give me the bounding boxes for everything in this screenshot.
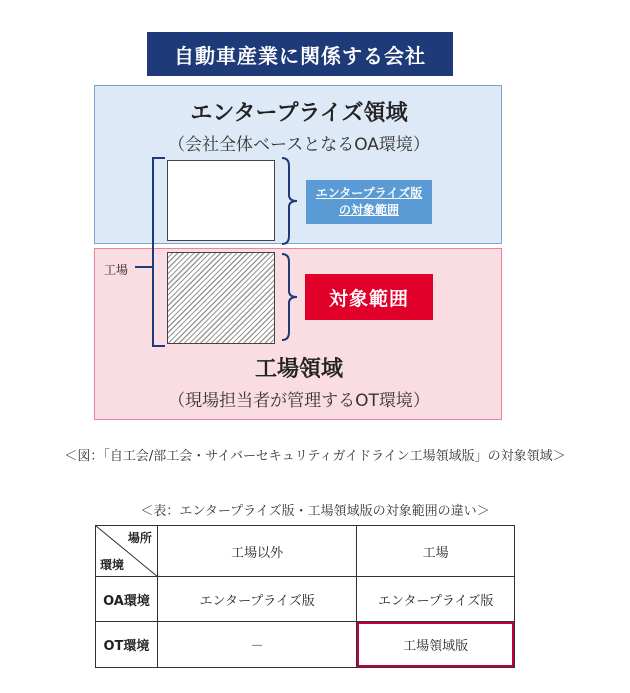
- table-row-oa: [96, 577, 515, 622]
- cell-ot-non-factory: －: [157, 622, 356, 668]
- table-row-ot: [96, 622, 515, 668]
- row-header-ot: OT環境: [96, 622, 158, 668]
- row-header-oa: OA環境: [96, 577, 158, 622]
- cell-oa-factory: エンタープライズ版: [357, 577, 515, 622]
- corner-environment-label: 環境: [100, 558, 125, 572]
- factory-area-title: 工場領域: [254, 357, 343, 382]
- table-header-row: [96, 526, 515, 577]
- column-header-non-factory: 工場以外: [157, 526, 356, 577]
- enterprise-scope-label-line2: の対象範囲: [338, 203, 399, 217]
- enterprise-brace: [282, 158, 297, 244]
- enterprise-scope-label: [306, 180, 432, 224]
- table-caption: ＜表：エンタープライズ版・工場領域版の対象範囲の違い＞: [140, 504, 490, 519]
- target-scope-label: 対象範囲: [305, 274, 433, 320]
- corner-location-label: 場所: [127, 531, 152, 545]
- table-corner-cell: [96, 526, 158, 577]
- factory-side-label: 工場: [104, 263, 129, 277]
- cell-ot-factory-highlight: 工場領域版: [357, 622, 515, 668]
- enterprise-scope-label-line1: エンタープライズ版: [315, 185, 423, 200]
- target-brace: [282, 254, 297, 340]
- factory-area-subtitle: （現場担当者が管理するOT環境）: [168, 391, 430, 411]
- enterprise-area-subtitle: （会社全体ベースとなるOA環境）: [168, 135, 430, 155]
- factory-bracket: [153, 158, 165, 346]
- column-header-factory: 工場: [357, 526, 515, 577]
- comparison-table: [95, 525, 515, 668]
- enterprise-area-title: エンタープライズ領域: [190, 101, 408, 126]
- figure-caption: ＜図：「自工会/部工会・サイバーセキュリティガイドライン工場領域版」の対象領域＞: [64, 449, 566, 464]
- cell-oa-non-factory: エンタープライズ版: [157, 577, 356, 622]
- company-title-banner: 自動車産業に関係する会社: [147, 32, 453, 76]
